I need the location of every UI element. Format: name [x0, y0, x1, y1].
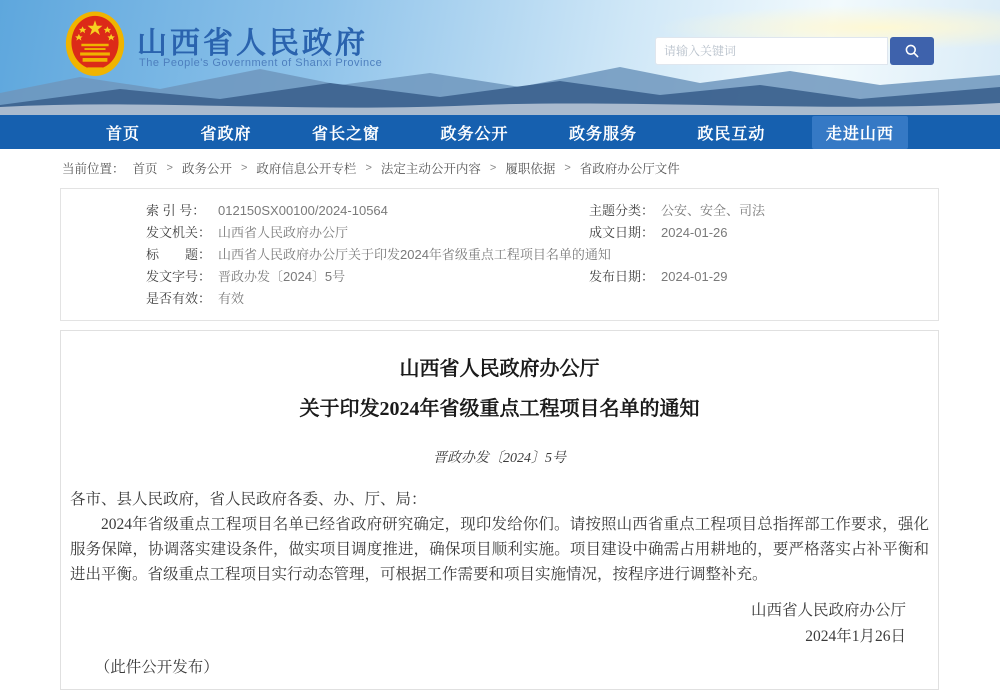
meta-label-empty [589, 244, 661, 266]
nav-item-into-shanxi[interactable]: 走进山西 [812, 116, 908, 149]
site-subtitle: The People's Government of Shanxi Province [139, 57, 383, 69]
breadcrumb-separator: > [166, 162, 173, 174]
meta-label-publish-date: 发布日期： [589, 269, 655, 284]
breadcrumb-separator: > [365, 162, 372, 174]
signature-organization: 山西省人民政府办公厅 [750, 602, 906, 619]
site-title: 山西省人民政府 [137, 27, 368, 60]
meta-value-empty [661, 288, 938, 310]
search-input[interactable] [655, 37, 888, 65]
meta-value-index-number: 012150SX00100/2024-10564 [218, 203, 388, 218]
signature-date: 2024年1月26日 [805, 628, 906, 645]
document-meta-table [60, 188, 939, 321]
meta-label-written-date: 成文日期： [589, 225, 655, 240]
breadcrumb-gov-disclosure[interactable]: 政务公开 [181, 162, 232, 176]
meta-label-doc-number: 发文字号： [146, 269, 212, 284]
meta-value-issuing-agency: 山西省人民政府办公厅 [218, 225, 349, 240]
meta-row-doc-number [61, 266, 938, 288]
breadcrumb-separator: > [564, 162, 571, 174]
meta-label-topic-category: 主题分类： [589, 203, 655, 218]
breadcrumb-info-column[interactable]: 政府信息公开专栏 [256, 162, 357, 176]
nav-item-home[interactable]: 首页 [106, 125, 141, 143]
search-icon [904, 43, 920, 59]
nav-item-gov-interaction[interactable]: 政民互动 [697, 125, 766, 143]
meta-label-title: 标 题： [146, 247, 212, 262]
document-content [60, 330, 939, 690]
nav-item-gov-disclosure[interactable]: 政务公开 [440, 125, 509, 143]
meta-row-index [61, 200, 938, 222]
breadcrumb-separator: > [489, 162, 497, 174]
meta-row-issuing-agency [61, 222, 938, 244]
meta-label-empty [589, 288, 661, 310]
national-emblem-logo [64, 10, 126, 80]
document-title-line2: 关于印发2024年省级重点工程项目名单的通知 [299, 398, 700, 420]
breadcrumb-statutory-content[interactable]: 法定主动公开内容 [380, 162, 481, 176]
document-body [70, 487, 929, 587]
main-nav [0, 115, 1000, 149]
meta-value-publish-date: 2024-01-29 [661, 269, 728, 284]
meta-row-title [61, 244, 938, 266]
document-salutation: 各市、县人民政府，省人民政府各委、办、厅、局： [70, 491, 427, 508]
document-footnote: （此件公开发布） [94, 659, 219, 676]
document-paragraph: 2024年省级重点工程项目名单已经省政府研究确定，现印发给你们。请按照山西省重点工程项目总指挥部工作要求，强化服务保障，协调落实建设条件，做实项目调度推进，确保项目顺利实施。项目建设中确需占用耕地的，要严格落实占补平衡和进出平衡。省级重点工程项目实行动态管理，可根据工作需要和项目实施情况，按程序进行调整补充。 [70, 516, 929, 583]
meta-value-validity: 有效 [218, 291, 245, 306]
main-nav-inner [92, 115, 908, 149]
document-signature [61, 598, 906, 650]
site-header [0, 0, 1000, 115]
breadcrumb-prefix: 当前位置： [62, 162, 125, 176]
meta-value-empty [661, 244, 938, 266]
breadcrumb-home[interactable]: 首页 [132, 162, 158, 176]
nav-item-governor-window[interactable]: 省长之窗 [311, 125, 380, 143]
meta-value-title: 山西省人民政府办公厅关于印发2024年省级重点工程项目名单的通知 [218, 247, 611, 262]
meta-row-validity [61, 288, 938, 310]
document-number: 晋政办发〔2024〕5号 [433, 451, 566, 466]
search-button[interactable] [890, 37, 934, 65]
meta-label-issuing-agency: 发文机关： [146, 225, 212, 240]
breadcrumb-separator: > [240, 162, 248, 174]
nav-item-provincial-government[interactable]: 省政府 [200, 125, 252, 143]
meta-value-topic-category: 公安、安全、司法 [661, 203, 766, 218]
document-title-line1: 山西省人民政府办公厅 [399, 358, 600, 380]
meta-value-doc-number: 晋政办发〔2024〕5号 [218, 269, 346, 284]
meta-label-index-number: 索 引 号： [146, 203, 206, 218]
breadcrumb [62, 149, 942, 187]
meta-value-written-date: 2024-01-26 [661, 225, 728, 240]
meta-label-validity: 是否有效： [146, 291, 212, 306]
search-box [655, 37, 935, 65]
nav-item-gov-services[interactable]: 政务服务 [568, 125, 637, 143]
breadcrumb-office-documents[interactable]: 省政府办公厅文件 [579, 162, 680, 176]
breadcrumb-duty-basis[interactable]: 履职依据 [505, 162, 556, 176]
